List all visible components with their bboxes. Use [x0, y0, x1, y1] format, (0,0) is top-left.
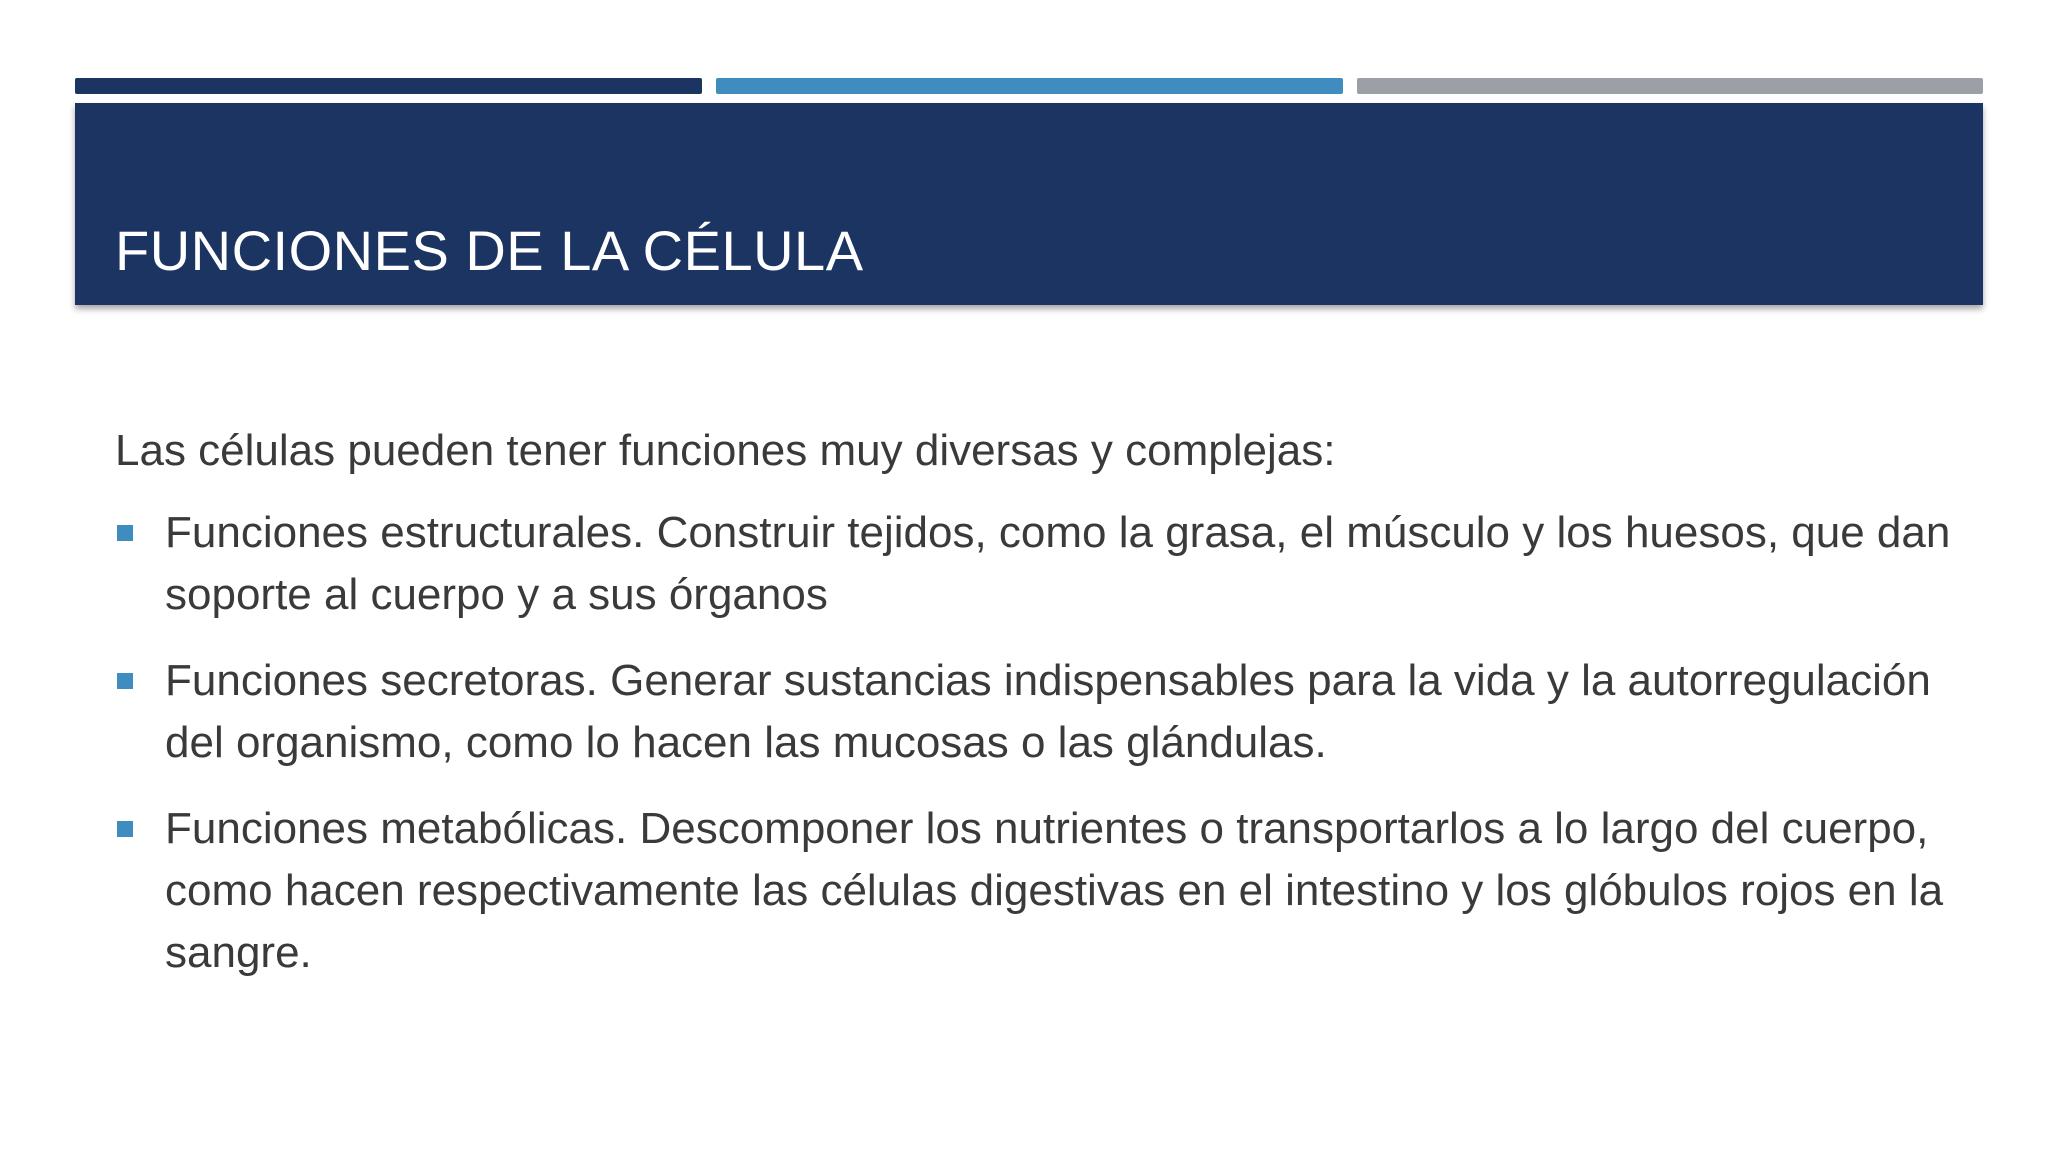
square-bullet-icon: [117, 821, 133, 837]
list-item: [115, 650, 1975, 774]
square-bullet-icon: [117, 525, 133, 541]
bullet-text: Funciones secretoras. Generar sustancias indispensables para la vida y la autorregulación del organismo, como lo hacen las mucosas o las glándulas.: [165, 656, 1931, 767]
bullet-text: Funciones metabólicas. Descomponer los nutrientes o transportarlos a lo largo del cuerpo, como hacen respectivamente las células digestivas en el intestino y los glóbulos rojos en la sangre.: [165, 804, 1944, 977]
bullet-list: [115, 502, 1975, 984]
intro-text: Las células pueden tener funciones muy diversas y complejas:: [115, 426, 1336, 475]
accent-bar-gray: [1357, 78, 1983, 94]
accent-bar-dark: [75, 78, 702, 94]
title-band: [75, 103, 1983, 305]
accent-bar-blue: [716, 78, 1343, 94]
square-bullet-icon: [117, 673, 133, 689]
slide-content: [115, 420, 1975, 1008]
bullet-text: Funciones estructurales. Construir tejidos, como la grasa, el músculo y los huesos, que dan soporte al cuerpo y a sus órganos: [165, 508, 1951, 619]
list-item: [115, 798, 1975, 984]
slide-title: FUNCIONES DE LA CÉLULA: [115, 219, 864, 282]
list-item: [115, 502, 1975, 626]
